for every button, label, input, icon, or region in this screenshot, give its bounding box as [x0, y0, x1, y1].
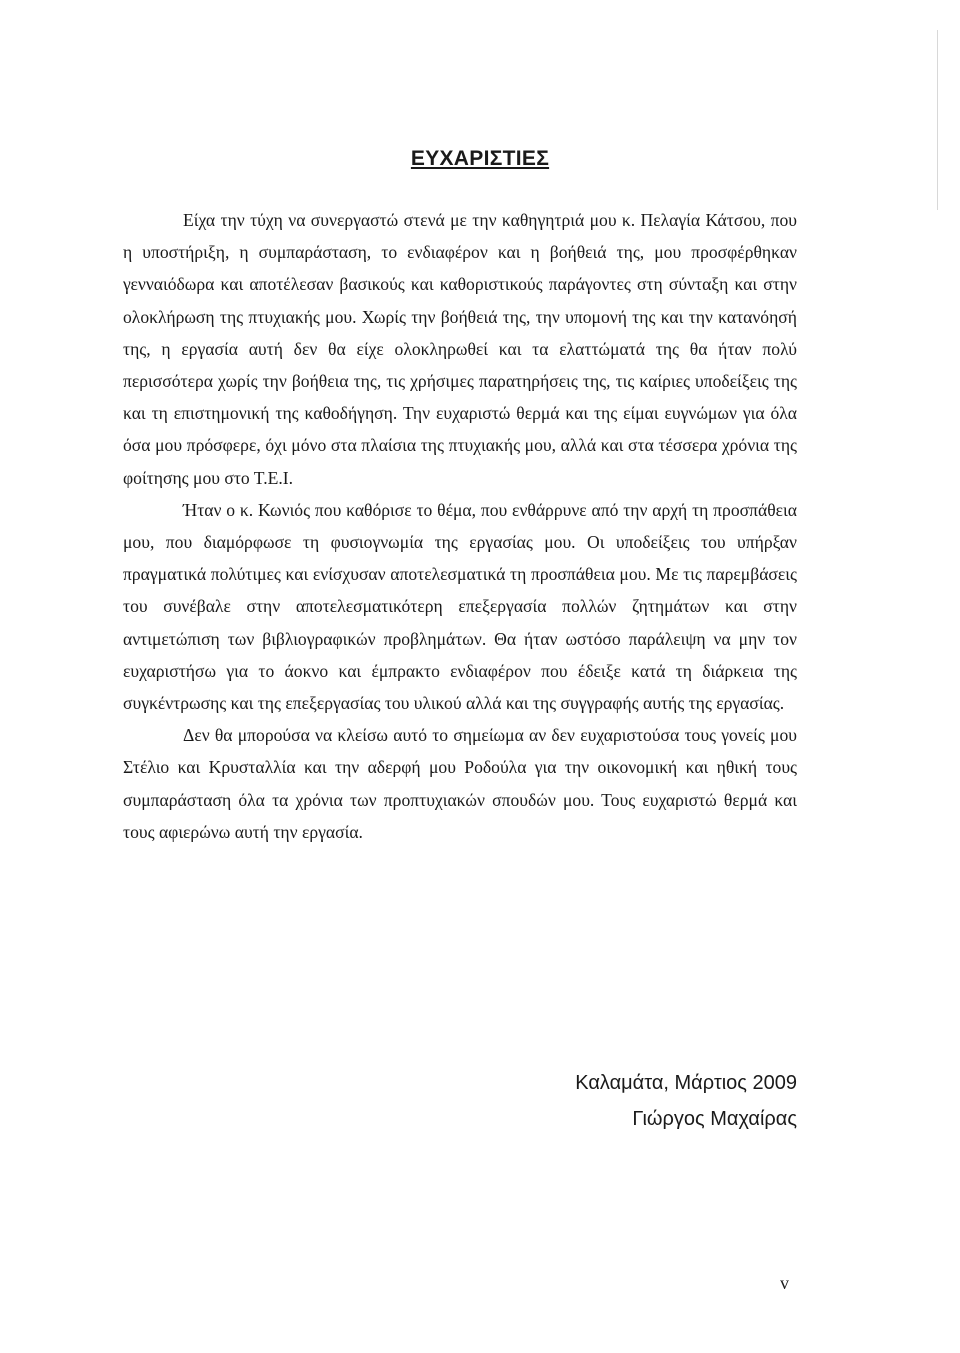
paragraph-3: Δεν θα μπορούσα να κλείσω αυτό το σημείωμα αν δεν ευχαριστούσα τους γονείς μου Στέλιο και Κρυσταλλία και την αδερφή μου Ροδούλα για την οικονομική και ηθική τους συμπαράσταση όλα τα χρόνια των προπτυχιακών σπουδών μου. Τους ευχαριστώ θερμά και τους αφιερώνω αυτή την εργασία.: [123, 725, 797, 842]
page-number: v: [780, 1273, 789, 1293]
place-date: Καλαμάτα, Μάρτιος 2009: [575, 1072, 797, 1094]
author-name: Γιώργος Μαχαίρας: [632, 1108, 797, 1130]
paragraph-1: Είχα την τύχη να συνεργαστώ στενά με την καθηγητριά μου κ. Πελαγία Κάτσου, που η υποστήριξη, η συμπαράσταση, το ενδιαφέρον και η βοήθειά της, μου προσφέρθηκαν γενναιόδωρα και αποτέλεσαν βασικούς και καθοριστικούς παράγοντες στη σύνταξη και στην ολοκλήρωση της πτυχιακής μου. Χωρίς την βοήθειά της, την υπομονή της και την κατανόησή της, η εργασία αυτή δεν θα είχε ολοκληρωθεί και τα ελαττώματά της θα ήταν πολύ περισσότερα χωρίς την βοήθεια της, τις χρήσιμες παρατηρήσεις της, τις καίριες υποδείξεις της και τη επιστημονική της καθοδήγηση. Την ευχαριστώ θερμά και της είμαι ευγνώμων για όλα όσα μου πρόσφερε, όχι μόνο στα πλαίσια της πτυχιακής μου, αλλά και στα τέσσερα χρόνια της φοίτησης μου στο Τ.Ε.Ι.: [123, 210, 797, 488]
acknowledgements-body: [123, 204, 797, 848]
page-edge-line: [937, 30, 938, 210]
paragraph-2: Ήταν ο κ. Κωνιός που καθόρισε το θέμα, που ενθάρρυνε από την αρχή τη προσπάθεια μου, που διαμόρφωσε τη φυσιογνωμία της εργασίας μου. Οι υποδείξεις του υπήρξαν πραγματικά πολύτιμες και ενίσχυσαν αποτελεσματικά τη προσπάθεια μου. Με τις παρεμβάσεις του συνέβαλε στην αποτελεσματικότερη επεξεργασία πολλών ζητημάτων και στην αντιμετώπιση των βιβλιογραφικών προβλημάτων. Θα ήταν ωστόσο παράλειψη να μην τον ευχαριστήσω για το άοκνο και έμπρακτο ενδιαφέρον που έδειξε κατά τη διάρκεια της συγκέντρωσης και της επεξεργασίας του υλικού αλλά και της συγγραφής αυτής της εργασίας.: [123, 499, 797, 714]
page-title: ΕΥΧΑΡΙΣΤΙΕΣ: [410, 147, 550, 170]
signature-block: [575, 1065, 797, 1137]
